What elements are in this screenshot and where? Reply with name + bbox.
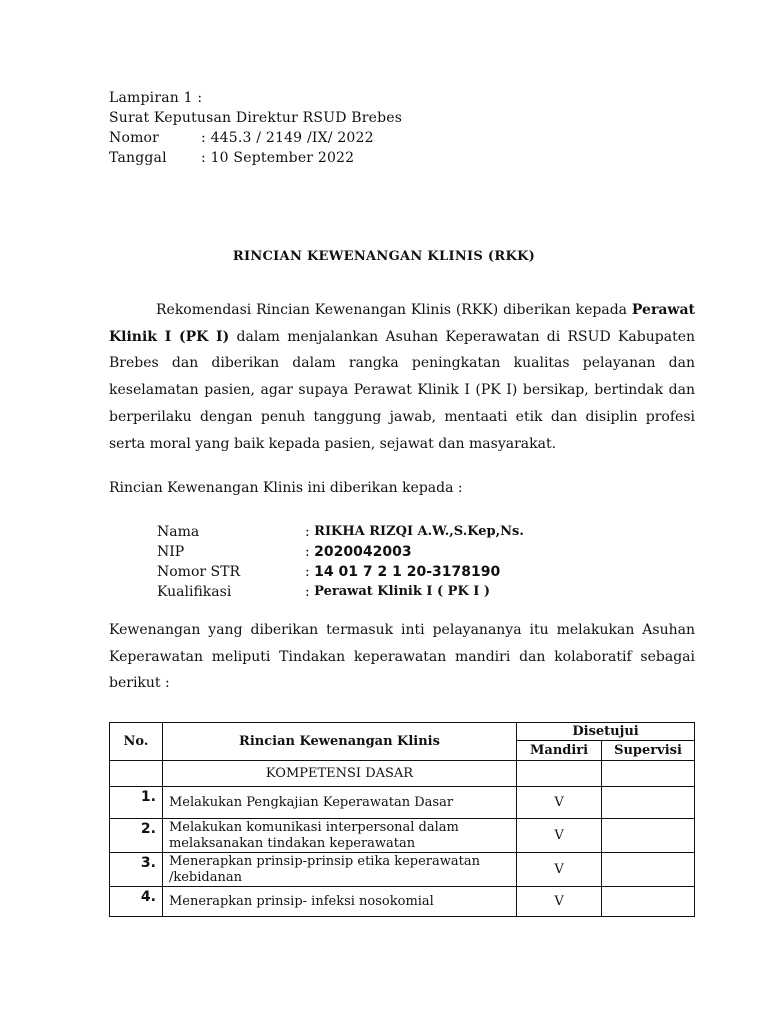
section-title: KOMPETENSI DASAR [162,761,516,787]
kualifikasi-colon: : [305,584,310,600]
row-supervisi [602,787,695,819]
row-mandiri: V [517,853,602,887]
lampiran-text: Lampiran 1 : [109,90,203,106]
table-row [110,787,695,819]
row-no: 3. [110,853,163,887]
kualifikasi-row [157,582,524,602]
row-supervisi [602,853,695,887]
lampiran-line [109,88,402,108]
col-rincian-header: Rincian Kewenangan Klinis [162,723,516,761]
tanggal-line [109,148,402,168]
document-header [109,88,402,168]
nama-colon: : [305,524,310,540]
section-no-cell [110,761,163,787]
table-row [110,853,695,887]
nama-row [157,522,524,542]
nomor-label: Nomor [109,130,160,146]
str-colon: : [305,564,310,580]
section-supervisi-cell [602,761,695,787]
row-mandiri: V [517,819,602,853]
nip-label: NIP [157,544,185,560]
row-desc: Menerapkan prinsip- infeksi nosokomial [162,887,516,917]
str-row [157,562,524,582]
paragraph1-bold: Perawat Klinik I (PK I) [109,302,695,345]
row-mandiri: V [517,787,602,819]
kualifikasi-value: Perawat Klinik I ( PK I ) [314,584,491,599]
document-title: RINCIAN KEWENANGAN KLINIS (RKK) [232,249,536,264]
table-row [110,887,695,917]
row-no: 1. [110,787,163,819]
paragraph-intro: Rincian Kewenangan Klinis ini diberikan kepada : [109,480,463,496]
nip-colon: : [305,544,310,560]
str-label: Nomor STR [157,564,240,580]
nama-value: RIKHA RIZQI A.W.,S.Kep,Ns. [314,524,524,539]
kualifikasi-label: Kualifikasi [157,584,232,600]
surat-line [109,108,402,128]
row-desc: Melakukan komunikasi interpersonal dalam melaksanakan tindakan keperawatan [162,819,516,853]
row-supervisi [602,819,695,853]
section-row [110,761,695,787]
col-disetujui-header: Disetujui [517,723,695,741]
nip-value: 2020042003 [314,544,412,560]
section-mandiri-cell [517,761,602,787]
row-desc: Melakukan Pengkajian Keperawatan Dasar [162,787,516,819]
str-value: 14 01 7 2 1 20-3178190 [314,564,501,580]
row-no: 2. [110,819,163,853]
row-supervisi [602,887,695,917]
table-row [110,819,695,853]
tanggal-label: Tanggal [109,150,167,166]
tanggal-value: : 10 September 2022 [201,150,355,166]
paragraph-recommendation [109,297,695,457]
surat-text: Surat Keputusan Direktur RSUD Brebes [109,110,403,126]
rkk-table [109,722,695,917]
paragraph1-rest: dalam menjalankan Asuhan Keperawatan di RSUD Kabupaten Brebes dan diberikan dalam rangka peningkatan kualitas pelayanan dan keselamatan pasien, agar supaya Perawat Klinik I (PK I) bersikap, bertindak dan berperilaku dengan penuh tanggung jawab, mentaati etik dan disiplin profesi serta moral yang baik kepada pasien, sejawat dan masyarakat. [109,328,695,452]
nip-row [157,542,524,562]
col-supervisi-header: Supervisi [602,741,695,761]
nomor-line [109,128,402,148]
nomor-value: : 445.3 / 2149 /IX/ 2022 [201,130,374,146]
row-desc: Menerapkan prinsip-prinsip etika keperawatan /kebidanan [162,853,516,887]
paragraph-kewenangan: Kewenangan yang diberikan termasuk inti pelayananya itu melakukan Asuhan Keperawatan meliputi Tindakan keperawatan mandiri dan kolaboratif sebagai berikut : [109,622,695,691]
col-mandiri-header: Mandiri [517,741,602,761]
paragraph1-start: Rekomendasi Rincian Kewenangan Klinis (RKK) diberikan kepada [156,302,628,318]
row-mandiri: V [517,887,602,917]
col-no-header: No. [110,723,163,761]
row-no: 4. [110,887,163,917]
person-info [157,522,524,602]
nama-label: Nama [157,524,200,540]
table-header-row [110,723,695,741]
